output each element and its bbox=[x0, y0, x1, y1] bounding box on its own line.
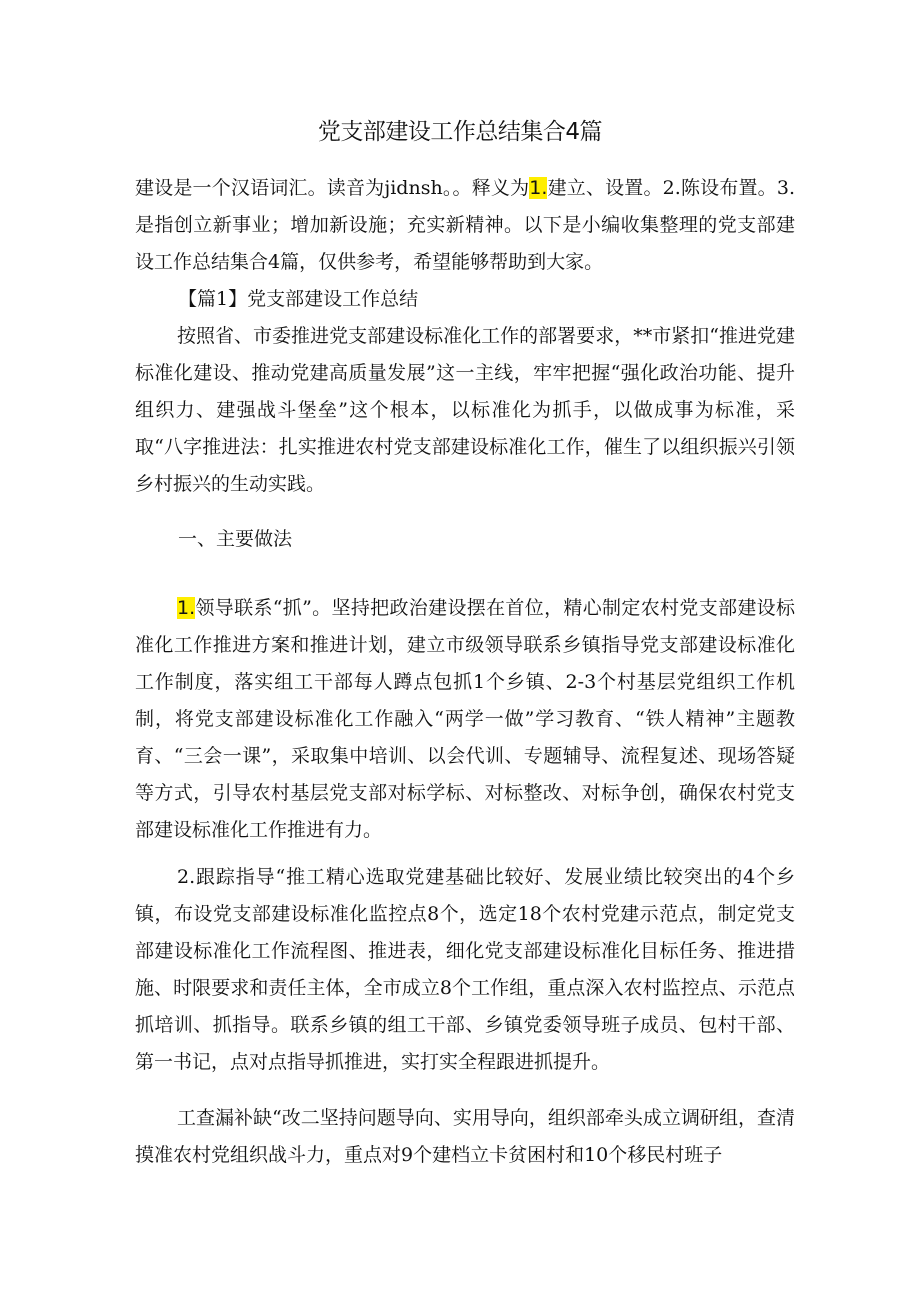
paragraph-4: 工查漏补缺“改二坚持问题导向、实用导向，组织部牵头成立调研组，查清摸准农村党组织战斗力，重点对9个建档立卡贫困村和10个移民村班子 bbox=[135, 1107, 795, 1166]
intro-text-1: 建设是一个汉语词汇。读音为jidnsh。。释义为 bbox=[135, 177, 530, 199]
section-heading: 【篇1】党支部建设工作总结 bbox=[178, 288, 419, 310]
highlighted-number: 1. bbox=[177, 597, 196, 619]
paragraph-2 bbox=[135, 590, 795, 849]
subheading-main-practices: 一、主要做法 bbox=[178, 528, 293, 550]
document-title: 党支部建设工作总结集合4篇 bbox=[317, 119, 603, 145]
paragraph-3: 2.跟踪指导“推工精心选取党建基础比较好、发展业绩比较突出的4个乡镇，布设党支部建设标准化监控点8个，选定18个农村党建示范点，制定党支部建设标准化工作流程图、推进表，细化党支部建设标准化目标任务、推进措施、时限要求和责任主体，全市成立8个工作组，重点深入农村监控点、示范点抓培训、抓指导。联系乡镇的组工干部、乡镇党委领导班子成员、包村干部、第一书记，点对点指导抓推进，实打实全程跟进抓提升。 bbox=[135, 866, 795, 1073]
paragraph-2-text: 领导联系“抓”。坚持把政治建设摆在首位，精心制定农村党支部建设标准化工作推进方案和推进计划，建立市级领导联系乡镇指导党支部建设标准化工作制度，落实组工干部每人蹲点包抓1个乡镇、2-3个村基层党组织工作机制，将党支部建设标准化工作融入“两学一做”学习教育、“铁人精神”主题教育、“三会一课”，采取集中培训、以会代训、专题辅导、流程复述、现场答疑等方式，引导农村基层党支部对标学标、对标整改、对标争创，确保农村党支部建设标准化工作推进有力。 bbox=[135, 597, 795, 841]
intro-text-2: 建立、设置。2.陈设布置。3.是指创立新事业；增加新设施；充实新精神。以下是小编收集整理的党支部建设工作总结集合4篇，仅供参考，希望能够帮助到大家。 bbox=[135, 177, 795, 273]
paragraph-1: 按照省、市委推进党支部建设标准化工作的部署要求，**市紧扣“推进党建标准化建设、推动党建高质量发展”这一主线，牢牢把握“强化政治功能、提升组织力、建强战斗堡垒”这个根本，以标准化为抓手，以做成事为标准，采取“八字推进法：扎实推进农村党支部建设标准化工作，催生了以组织振兴引领乡村振兴的生动实践。 bbox=[135, 325, 795, 495]
highlighted-number: 1. bbox=[529, 177, 548, 199]
intro-paragraph bbox=[135, 170, 795, 281]
